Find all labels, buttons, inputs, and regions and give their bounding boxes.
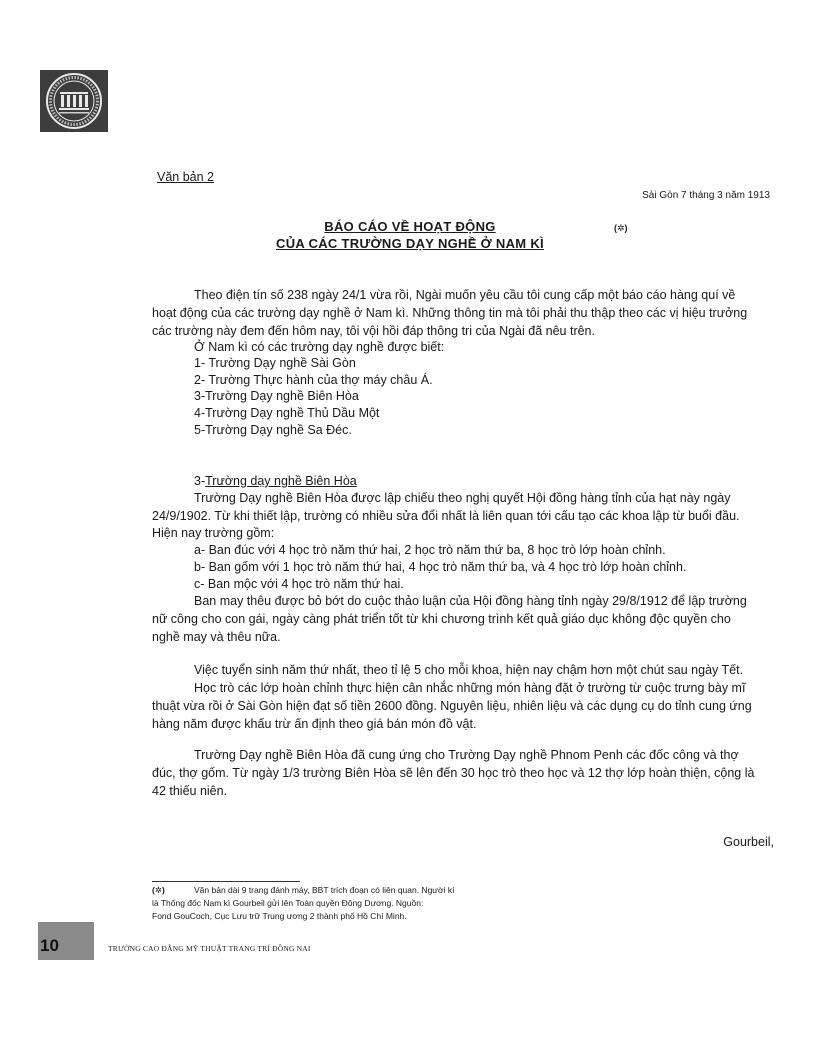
section-number: 3- <box>194 474 206 488</box>
intro-line: Theo điện tín số 238 ngày 24/1 vừa rồi, Ngài muốn yêu cầu tôi cung cấp một báo cáo hàng quí về <box>194 288 736 302</box>
department-item: a- Ban đúc với 4 học trò năm thứ hai, 2 học trò năm thứ ba, 8 học trò lớp hoàn chỉnh. <box>194 543 666 557</box>
document-label: Văn bản 2 <box>157 170 214 184</box>
paragraph-line: 42 thiếu niên. <box>152 784 228 798</box>
footnote <box>152 884 532 923</box>
paragraph-line: đúc, thợ gốm. Từ ngày 1/3 trường Biên Hòa sẽ lên đến 30 học trò theo học và 12 thợ lớp hoàn thiện, cộng là <box>152 766 755 780</box>
dateline: Sài Gòn 7 tháng 3 năm 1913 <box>642 190 770 201</box>
signature: Gourbeil, <box>723 835 774 849</box>
page-number-block <box>38 922 94 960</box>
paragraph-line: nghề may và thêu nữa. <box>152 630 281 644</box>
schools-intro: Ở Nam kì có các trường dạy nghề được biết: <box>194 340 445 354</box>
section-line: Hiện nay trường gồm: <box>152 526 275 540</box>
intro-line: hoạt động của các trường dạy nghề ở Nam kì. Những thông tin mà tôi phải thu thập theo các vị hiệu trưởng <box>152 306 748 320</box>
paragraph-line: Việc tuyển sinh năm thứ nhất, theo tỉ lệ 5 cho mỗi khoa, hiện nay chậm hơn một chút sau ngày Tết. <box>194 663 744 677</box>
page-number: 10 <box>40 936 59 955</box>
school-list-item: 3-Trường Dạy nghề Biên Hòa <box>194 389 359 403</box>
footnote-line: là Thống đốc Nam kì Gourbeil gửi lên Toàn quyền Đông Dương. Nguồn: <box>152 898 424 908</box>
paragraph-line: Học trò các lớp hoàn chỉnh thực hiện cân nhắc những món hàng đặt ở trường từ cuộc trưng bày mĩ <box>194 681 746 695</box>
section-line: 24/9/1902. Từ khi thiết lập, trường có nhiều sửa đổi nhất là liên quan tới cấu tạo các khoa lập từ buổi đầu. <box>152 509 740 523</box>
seal-emblem-icon <box>40 70 108 132</box>
footnote-marker: (✲) <box>152 885 165 895</box>
paragraph-line: hàng năm được khấu trừ ấn định theo giá bán món đồ vật. <box>152 717 477 731</box>
footnote-line: Văn bản dài 9 trang đánh máy, BBT trích đoạn có liên quan. Người kí <box>194 885 455 895</box>
section-line: Trường Dạy nghề Biên Hòa được lập chiếu theo nghị quyết Hội đồng hàng tỉnh của hạt này ngày <box>194 491 731 505</box>
school-list-item: 5-Trường Dạy nghề Sa Đéc. <box>194 423 352 437</box>
school-list-item: 4-Trường Dạy nghề Thủ Dầu Một <box>194 406 380 420</box>
section-heading <box>194 472 357 490</box>
paragraph-line: Trường Dạy nghề Biên Hòa đã cung ứng cho Trường Dạy nghề Phnom Penh các đốc công và thợ <box>194 748 739 762</box>
title-footnote-marker: (✲) <box>614 223 628 233</box>
intro-line: các trường này đem đến hôm nay, tôi vội hồi đáp thông tri của Ngài đã nêu trên. <box>152 324 595 338</box>
footnote-line: Fond GouCoch, Cục Lưu trữ Trung ương 2 thành phố Hồ Chí Minh. <box>152 911 407 921</box>
footnote-divider <box>152 881 300 882</box>
paragraph-line: Ban may thêu được bỏ bớt do cuộc thảo luận của Hội đồng hàng tỉnh ngày 29/8/1912 để lập trường <box>194 594 747 608</box>
paragraph-line: nữ công cho con gái, ngày càng phát triển tốt từ khi chương trình kết quả giáo dục không độc quyền cho <box>152 612 731 626</box>
section-title: Trường dạy nghề Biên Hòa <box>205 474 357 488</box>
school-seal-logo <box>40 70 108 132</box>
department-item: b- Ban gốm với 1 học trò năm thứ hai, 4 học trò năm thứ ba, và 4 học trò lớp hoàn chỉnh. <box>194 560 687 574</box>
department-item: c- Ban mộc với 4 học trò năm thứ hai. <box>194 577 404 591</box>
school-list-item: 1- Trường Dạy nghề Sài Gòn <box>194 356 356 370</box>
running-footer: TRƯỜNG CAO ĐẲNG MỸ THUẬT TRANG TRÍ ĐỒNG NAI <box>108 944 311 953</box>
report-title-line2: CỦA CÁC TRƯỜNG DẠY NGHỀ Ở NAM KÌ <box>276 236 544 251</box>
school-list-item: 2- Trường Thực hành của thợ máy châu Á. <box>194 373 433 387</box>
report-title-line1: BÁO CÁO VỀ HOẠT ĐỘNG <box>324 219 496 234</box>
paragraph-line: thuật vừa rồi ở Sài Gòn hiện đạt số tiền 2600 đồng. Nguyên liệu, nhiên liệu và các dụng cụ do tỉnh cung ứng <box>152 699 752 713</box>
